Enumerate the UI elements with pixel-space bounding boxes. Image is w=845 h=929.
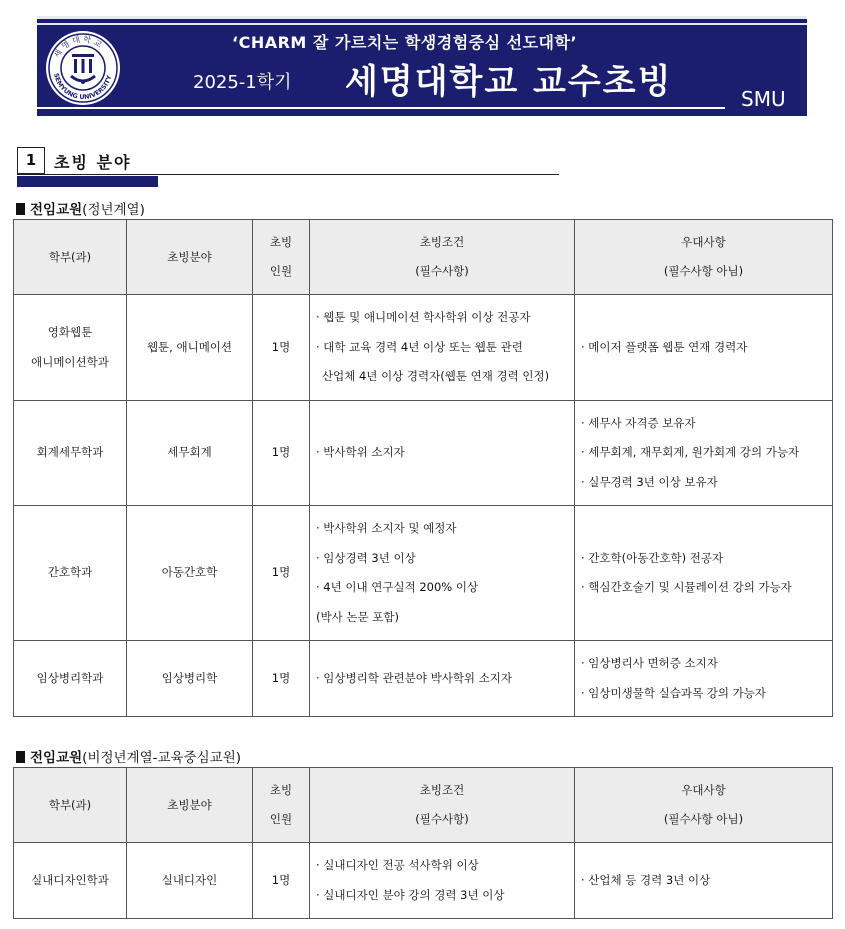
nontenure-table [13, 767, 833, 919]
tenure-heading [16, 198, 145, 218]
preferences-cell [575, 295, 833, 401]
preferences-cell [575, 641, 833, 717]
requirements-cell [310, 401, 575, 506]
dept-cell [14, 295, 127, 401]
cell-line: · 임상병리학 관련분야 박사학위 소지자 [316, 670, 513, 685]
cell-line: (박사 논문 포함) [316, 609, 399, 624]
banner-slogan: ‘CHARM 잘 가르치는 학생경험중심 선도대학’ [232, 33, 578, 52]
cell-line: 세무회계 [167, 445, 212, 460]
banner-top-stripe-inner [37, 23, 807, 25]
cell-line: · 박사학위 소지자 [316, 445, 405, 460]
header-requirements: 초빙조건 (필수사항) [310, 768, 575, 843]
cell-line: 1명 [271, 670, 291, 685]
requirements-cell [310, 506, 575, 641]
table-row [14, 641, 833, 717]
table-row [14, 843, 833, 919]
nontenure-heading-bold: 전임교원 [30, 750, 83, 766]
cell-line: 산업체 4년 이상 경력자(웹툰 연재 경력 인정) [322, 369, 550, 384]
cell-line: 1명 [271, 872, 291, 887]
cell-line: 간호학과 [47, 565, 93, 580]
field-cell [127, 401, 253, 506]
svg-text:SEMYUNG UNIVERSITY: SEMYUNG UNIVERSITY [52, 72, 114, 102]
field-cell [127, 506, 253, 641]
cell-line: 1명 [271, 565, 291, 580]
cell-line: · 메이저 플랫폼 웹툰 연재 경력자 [581, 339, 748, 354]
field-cell [127, 641, 253, 717]
section-divider [17, 174, 559, 175]
cell-line: · 실무경력 3년 이상 보유자 [581, 474, 718, 489]
header-count: 초빙 인원 [253, 220, 310, 295]
cell-line: 애니메이션학과 [31, 354, 109, 369]
dept-cell [14, 506, 127, 641]
cell-line: · 4년 이내 연구실적 200% 이상 [316, 580, 479, 594]
cell-line: · 임상미생물학 실습과목 강의 가능자 [581, 685, 766, 700]
university-seal-logo [45, 30, 121, 106]
cell-line: · 세무회계, 재무회계, 원가회계 강의 가능자 [581, 445, 800, 460]
tenure-table [13, 219, 833, 717]
header-preferences: 우대사항 (필수사항 아님) [575, 768, 833, 843]
cell-line: · 실내디자인 전공 석사학위 이상 [316, 858, 479, 872]
banner-abbreviation: SMU [741, 87, 786, 111]
cell-line: · 임상병리사 면허증 소지자 [581, 656, 718, 670]
banner-semester: 2025-1학기 [193, 72, 292, 93]
count-cell [253, 295, 310, 401]
requirements-cell [310, 843, 575, 919]
field-cell [127, 843, 253, 919]
cell-line: · 간호학(아동간호학) 전공자 [581, 550, 724, 565]
table-header-row [14, 220, 833, 295]
count-cell [253, 506, 310, 641]
cell-line: · 핵심간호술기 및 시뮬레이션 강의 가능자 [581, 580, 792, 594]
dept-cell [14, 843, 127, 919]
preferences-cell [575, 401, 833, 506]
cell-line: 실내디자인학과 [31, 872, 109, 887]
cell-line: · 실내디자인 분야 강의 경력 3년 이상 [316, 887, 505, 902]
tenure-heading-rest: (정년계열) [82, 202, 145, 218]
header-preferences: 우대사항 (필수사항 아님) [575, 220, 833, 295]
cell-line: 실내디자인 [161, 872, 218, 887]
section-number: 1 [17, 147, 45, 174]
square-bullet-icon [16, 203, 25, 215]
cell-line: 회계세무학과 [36, 445, 104, 460]
cell-line: · 박사학위 소지자 및 예정자 [316, 521, 457, 535]
table-row [14, 506, 833, 641]
table-row [14, 401, 833, 506]
cell-line: 임상병리학과 [36, 670, 104, 685]
count-cell [253, 401, 310, 506]
cell-line: · 대학 교육 경력 4년 이상 또는 웹툰 관련 [316, 339, 523, 354]
header-dept: 학부(과) [14, 768, 127, 843]
cell-line: · 웹툰 및 애니메이션 학사학위 이상 전공자 [316, 310, 531, 325]
cell-line: · 임상경력 3년 이상 [316, 550, 416, 565]
svg-text:세 명 대 학 교: 세 명 대 학 교 [52, 34, 104, 60]
header-banner [37, 16, 807, 116]
preferences-cell [575, 843, 833, 919]
section-accent-band [17, 176, 158, 187]
cell-line: 1명 [271, 339, 291, 354]
count-cell [253, 843, 310, 919]
table-header-row [14, 768, 833, 843]
count-cell [253, 641, 310, 717]
cell-line: 웹툰, 애니메이션 [146, 339, 233, 354]
cell-line: 아동간호학 [161, 565, 218, 580]
cell-line: 임상병리학 [161, 670, 218, 685]
header-requirements: 초빙조건 (필수사항) [310, 220, 575, 295]
preferences-cell [575, 506, 833, 641]
banner-top-stripe [37, 16, 807, 19]
nontenure-heading [16, 746, 241, 766]
cell-line: 영화웹툰 [47, 325, 93, 339]
section-title: 초빙 분야 [54, 153, 132, 172]
header-field: 초빙분야 [127, 768, 253, 843]
banner-title: 세명대학교 교수초빙 [345, 62, 673, 102]
square-bullet-icon [16, 751, 25, 763]
cell-line: · 세무사 자격증 보유자 [581, 415, 696, 430]
requirements-cell [310, 641, 575, 717]
field-cell [127, 295, 253, 401]
dept-cell [14, 401, 127, 506]
table-row [14, 295, 833, 401]
tenure-heading-bold: 전임교원 [30, 202, 83, 218]
nontenure-heading-rest: (비정년계열-교육중심교원) [82, 750, 242, 766]
requirements-cell [310, 295, 575, 401]
cell-line: · 산업체 등 경력 3년 이상 [581, 872, 711, 887]
cell-line: 1명 [271, 445, 291, 460]
dept-cell [14, 641, 127, 717]
banner-underline [37, 107, 725, 109]
header-field: 초빙분야 [127, 220, 253, 295]
header-dept: 학부(과) [14, 220, 127, 295]
header-count: 초빙 인원 [253, 768, 310, 843]
